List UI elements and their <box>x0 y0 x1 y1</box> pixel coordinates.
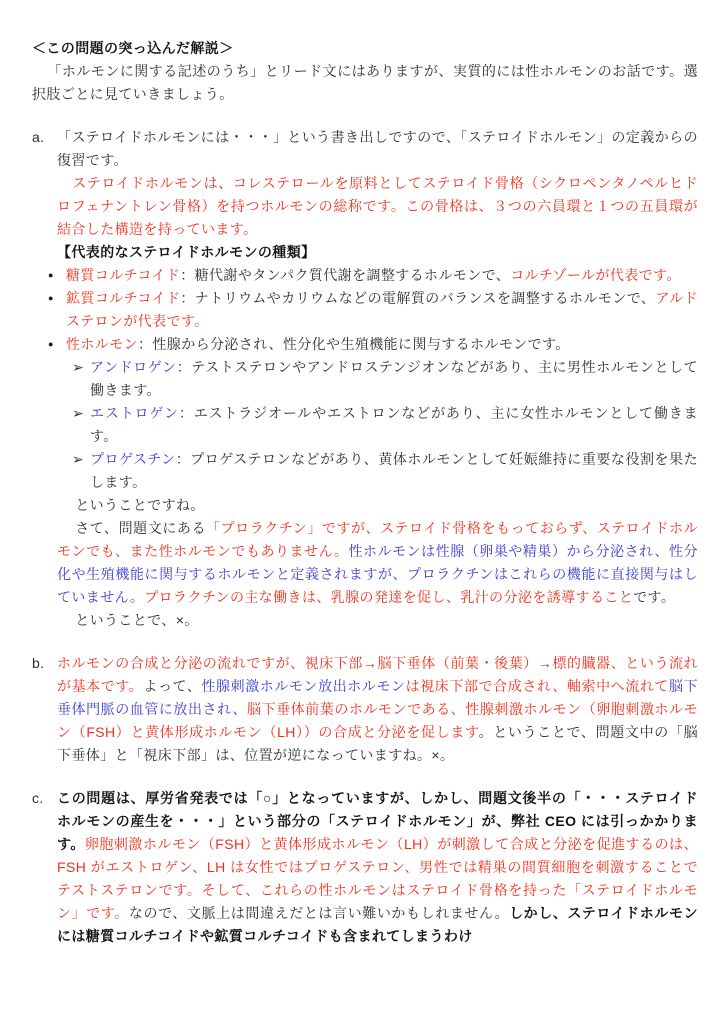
text-segment: エストロゲン <box>90 405 179 421</box>
bullet-item <box>48 333 698 356</box>
text-segment: ステロイドホルモンは、コレステロールを原料としてステロイド骨格（シクロペンタノペルヒドロフェナントレン骨格）を持つホルモンの総称です。この骨格は、３つの六員環と１つの五員環が結合した構造を持っています。 <box>57 175 698 237</box>
paragraph <box>57 652 698 767</box>
text-segment: ：プロゲステロンなどがあり、黄体ホルモンとして妊娠維持に重要な役割を果たします。 <box>90 451 698 490</box>
paragraph <box>32 60 698 106</box>
arrow-icon: ➢ <box>72 451 85 467</box>
paragraph <box>75 609 698 632</box>
text-segment: ：糖代謝やタンパク質代謝を調整するホルモンで、 <box>180 267 511 283</box>
paragraph <box>57 517 698 609</box>
subbullet-item <box>72 402 698 448</box>
list-item-body <box>57 652 698 767</box>
text-segment: しかし、ステロイドホルモンには糖質コルチコイドや鉱質コルチコイドも含まれてしまうわけ <box>57 905 698 944</box>
bullet-text <box>90 402 698 448</box>
arrow-icon: ➢ <box>72 405 85 421</box>
list-item-marker: b. <box>32 655 45 671</box>
text-segment: さて、問題文にある <box>75 520 207 536</box>
text-segment: ：テストステロンやアンドロステンジオンなどがあり、主に男性ホルモンとして働きます。 <box>90 359 699 398</box>
text-segment: プロゲスチン <box>90 451 176 467</box>
list-item-marker: a. <box>32 129 45 145</box>
section-gap <box>32 106 698 126</box>
text-segment: ということで、×。 <box>75 612 199 628</box>
bullet-text <box>66 264 698 287</box>
text-segment: ホルモンの合成と分泌の流れですが、視床下部→脳下垂体（前葉・後葉）→標的臓器、という流れが基本です。 <box>57 655 698 694</box>
text-segment: 鉱質コルチコイド <box>66 290 181 306</box>
section-gap <box>32 632 698 652</box>
text-segment: 脳下垂体前葉のホルモンである、性腺刺激ホルモン（卵胞刺激ホルモン（FSH）と黄体形成ホルモン（LH））の合成と分泌を促します <box>57 701 698 740</box>
bullet-text <box>90 356 698 402</box>
text-segment: 。ということで、問題文中の「脳下垂体」と「視床下部」は、位置が逆になっていますね。×。 <box>57 724 698 763</box>
text-segment: ＜この問題の突っ込んだ解説＞ <box>32 40 234 56</box>
text-segment: アルドステロンが代表です。 <box>66 290 698 329</box>
text-segment: 糖質コルチコイド <box>66 267 181 283</box>
bullet-text <box>66 333 698 356</box>
bullet-text <box>90 448 698 494</box>
bullet-icon: ● <box>48 339 54 349</box>
text-segment: は視床下部で合成され、軸索中へ流れて <box>405 678 669 694</box>
bullet-icon: ● <box>48 293 54 303</box>
text-segment: コルチゾールが代表です。 <box>510 267 681 283</box>
text-segment: です。 <box>633 589 676 605</box>
text-segment: 性ホルモン <box>66 336 138 352</box>
text-segment: 「ホルモンに関する記述のうち」とリード文にはありますが、実質的には性ホルモンのお話です。選択肢ごとに見ていきましょう。 <box>32 63 698 102</box>
bullet-icon: ● <box>48 270 54 280</box>
text-segment: 性腺刺激ホルモン放出ホルモン <box>201 678 406 694</box>
text-segment: 【代表的なステロイドホルモンの種類】 <box>57 244 316 260</box>
text-segment: ：エストラジオールやエストロンなどがあり、主に女性ホルモンとして働きます。 <box>90 405 698 444</box>
list-item-marker: c. <box>32 790 44 806</box>
bullet-item <box>48 287 698 333</box>
list-item-a <box>32 126 698 632</box>
paragraph <box>57 787 698 948</box>
text-segment: なので、文脈上は間違えだとは言い難いかもしれません。 <box>128 905 510 921</box>
text-segment: よって、 <box>143 678 202 694</box>
text-segment: 「プロラクチン」ですが、ステロイド骨格をもっておらず、ステロイドホルモンでも、また性ホルモンでもありません。 <box>57 520 698 559</box>
text-segment: ：ナトリウムやカリウムなどの電解質のバランスを調整するホルモンで、 <box>180 290 656 306</box>
bullet-text <box>66 287 698 333</box>
text-segment: 「ステロイドホルモンには・・・」という書き出しですので、「ステロイドホルモン」の定義からの復習です。 <box>57 129 698 168</box>
text-segment: プロラクチンの主な働きは、乳腺の発達を促し、乳汁の分泌を誘導すること <box>144 589 634 605</box>
list-item-c <box>32 787 698 948</box>
text-segment: ということですね。 <box>75 497 205 513</box>
arrow-icon: ➢ <box>72 359 85 375</box>
text-segment: 卵胞刺激ホルモン（FSH）と黄体形成ホルモン（LH）が刺激して合成と分泌を促進するのは、FSH がエストロゲン、LH は女性ではプロゲステロン、男性では精巣の間質細胞を刺激することでテストステロンです。そして、これらの性ホルモンはステロイド骨格を持った「ステロイドホルモン」です。 <box>57 836 698 921</box>
subheading <box>57 241 698 264</box>
text-segment: 性ホルモンは性腺（卵巣や精巣）から分泌され、性分化や生殖機能に関与するホルモンと定義されますが、プロラクチンはこれらの機能に直接関与はしていません。 <box>57 543 698 605</box>
text-segment: アンドロゲン <box>90 359 177 375</box>
list-item-body <box>48 126 699 632</box>
list-item-body <box>57 787 698 948</box>
bullet-item <box>48 264 698 287</box>
text-segment: 脳下垂体門脈の血管に放出され、 <box>57 678 698 717</box>
section-gap <box>32 767 698 787</box>
paragraph <box>75 494 698 517</box>
page-title <box>32 37 698 60</box>
text-segment: この問題は、厚労省発表では「○」となっていますが、しかし、問題文後半の「・・・ステロイドホルモンの産生を・・・」という部分の「ステロイドホルモン」が、弊社 CEO には引っかかります。 <box>57 790 698 852</box>
paragraph <box>57 126 698 172</box>
text-segment: ：性腺から分泌され、性分化や生殖機能に関与するホルモンです。 <box>138 336 570 352</box>
list-item-b <box>32 652 698 767</box>
subbullet-item <box>72 448 698 494</box>
paragraph <box>57 172 698 241</box>
subbullet-item <box>72 356 698 402</box>
